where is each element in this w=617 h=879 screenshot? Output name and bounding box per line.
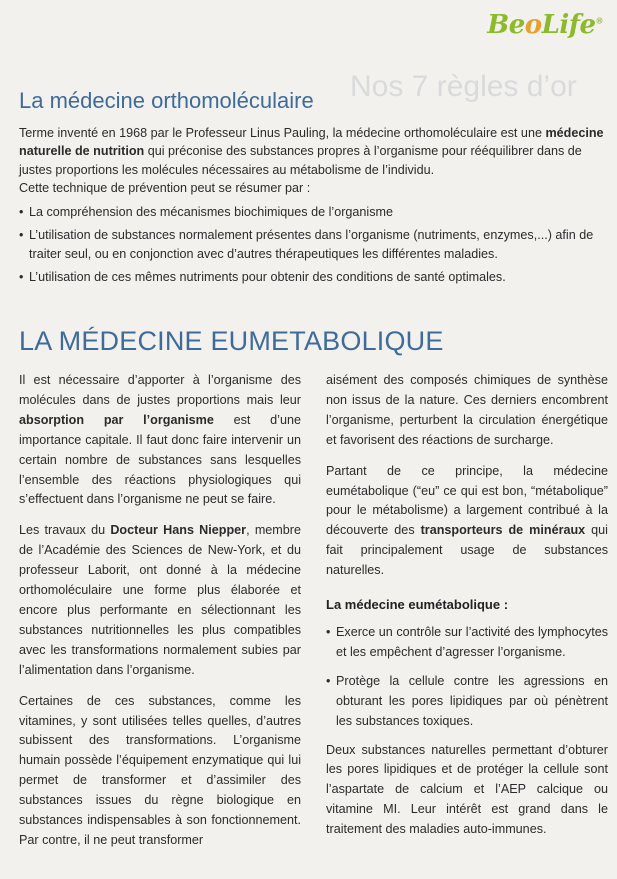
section-title: La médecine orthomoléculaire [19,88,314,113]
text: Les travaux du [19,523,111,538]
left-paragraph-3: Certaines de ces substances, comme les vitamines, y sont utilisées telles quelles, d’autres subissent des transformations. L’organisme humain possède l’équipement enzymatique qui lui permet de transformer et d’assimiler des substances issues du règne biologique en substances indispensables à son fonctionnement. Par contre, il ne peut transformer [19,693,301,847]
right-paragraph-2 [326,462,608,581]
bold-text: absorption par l’organisme [19,412,214,427]
left-paragraph-2 [19,521,301,680]
text: , membre de l’Académie des Sciences de New-York, et du professeur Laborit, ont donné à la médecine orthomoléculaire une forme plus élaborée et encore plus performante en sélectionnant les substances nutritionnelles les plus compatibles avec les transformations normalement subies par l’alimentation dans l’organisme. [19,523,302,677]
right-bullet: • Protège la cellule contre les agressions en obturant les pores lipidiques par où pénètrent les substances toxiques. [326,672,608,732]
intro-bold: médecine naturelle de nutrition [19,126,604,159]
intro-block [19,124,607,291]
text: qui fait principalement usage de substances naturelles. [326,523,608,578]
intro-bullet: • L’utilisation de substances normalement présentes dans l’organisme (nutriments, enzymes,...) afin de traiter seul, ou en conjonction avec d’autres thérapeutiques les différentes maladies. [19,226,607,263]
text: Il est nécessaire d’apporter à l’organisme des molécules dans de justes proportions mais leur [19,373,301,407]
right-bullet: • Exerce un contrôle sur l’activité des lymphocytes et les empêchent d’agresser l’organisme. [326,623,608,663]
intro-text-1: Terme inventé en 1968 par le Professeur Linus Pauling, la médecine orthomoléculaire est une [19,126,546,140]
article-left-column [19,371,301,862]
article-title: LA MÉDECINE EUMETABOLIQUE [19,326,444,356]
right-paragraph-3: Deux substances naturelles permettant d’obturer les pores lipidiques et de protéger la cellule sont l’aspartate de calcium et l’AEP calcique ou vitamine MI. Leur intérêt est grand dans le traitement des maladies auto-immunes. [326,742,608,837]
article-right-column [326,371,608,851]
text: Partant de ce principe, la médecine eumétabolique (“eu” ce qui est bon, “métabolique” pour le métabolisme) a largement contribué à la découverte des [326,463,608,538]
intro-bullet-list [19,203,607,286]
intro-bullet: • La compréhension des mécanismes biochimiques de l’organisme [19,203,607,221]
bold-text: transporteurs de minéraux [420,523,586,538]
beolife-logo: BeoLife® [487,10,603,40]
right-paragraph-1: aisément des composés chimiques de synthèse non issus de la nature. Ces derniers encombrent l’organisme, perturbent la circulation énergétique et favorisent des réactions de surcharge. [326,373,608,447]
text: est d’une importance capitale. Il faut donc faire intervenir un certain nombre de substances sans lesquelles l’ensemble des réactions physiologiques qui s’effectuent dans l’organisme ne peut se faire. [19,412,301,507]
bold-text: Docteur Hans Niepper [110,523,247,538]
right-bullet-list [326,623,608,732]
intro-lead: Cette technique de prévention peut se résumer par : [19,180,311,195]
intro-text-2: qui préconise des substances propres à l’organisme pour rééquilibrer dans de justes proportions les molécules nécessaires au métabolisme de l’individu. [19,144,582,177]
show-through-heading: Nos 7 règles d’or [350,70,577,103]
left-paragraph-1 [19,371,301,510]
intro-bullet: • L’utilisation de ces mêmes nutriments pour obtenir des conditions de santé optimales. [19,268,607,286]
subheading: La médecine eumétabolique : [326,597,509,613]
intro-paragraph [19,124,607,179]
